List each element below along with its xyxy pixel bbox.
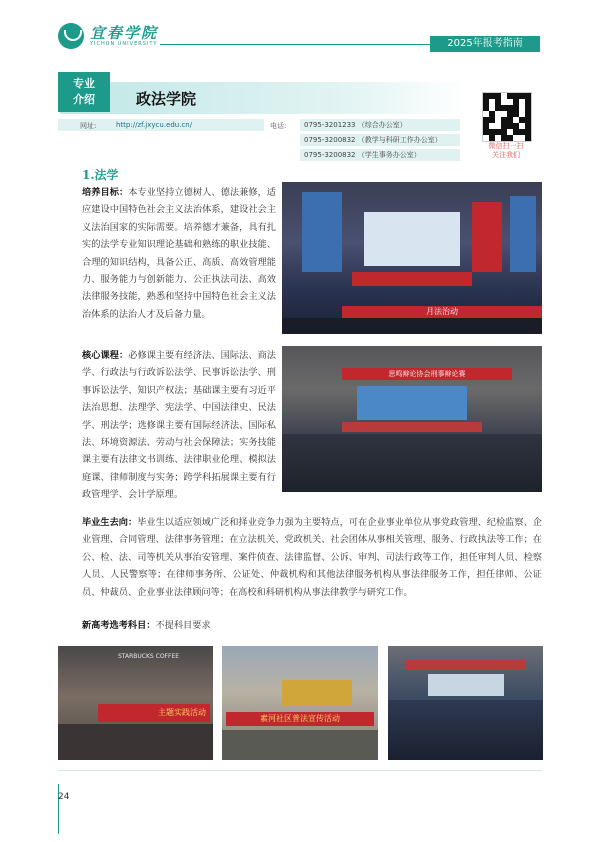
subject-requirement — [82, 617, 382, 634]
career-label: 毕业生去向： — [82, 517, 138, 528]
logo-en-text: YICHUN UNIVERSITY — [90, 41, 158, 47]
major-intro-tag — [58, 72, 110, 112]
section-heading: 1.法学 — [82, 168, 119, 182]
guide-badge: 2025年报考指南 — [430, 36, 540, 52]
photo3-banner: 主题实践活动 — [98, 704, 210, 722]
photo-conference-hall — [388, 646, 543, 760]
photo-debate-competition — [282, 346, 542, 492]
qr-module — [525, 135, 531, 141]
photo-law-event-stage — [282, 182, 542, 334]
core-courses-text: 必修课主要有经济法、国际法、商法学、行政法与行政诉讼法学、民事诉讼法学、刑事诉讼法学、知识产权法；基础课主要有习近平法治思想、法理学、宪法学、中国法律史、民法学、刑法学；选修课主要有国际经济法、国际私法、环境资源法、劳动与社会保障法；实务技能课主要有法律文书训练、法律职业伦理、模拟法庭课、律师制度与实务；跨学科拓展课主要有行政管理学、会计学原理。 — [82, 350, 276, 501]
tel-office-teaching: 0795-3200832 （教学与科研工作办公室） — [300, 134, 460, 146]
logo-cn-text: 宜春学院 — [90, 24, 159, 42]
logo-emblem-icon — [58, 23, 84, 49]
photo1-banner: 月法治动 — [342, 306, 542, 318]
photo4-banner: 素河社区普法宣传活动 — [226, 712, 374, 726]
photo3-sign: STARBUCKS COFFEE — [118, 653, 180, 660]
tel-office-student: 0795-3200832 （学生事务办公室） — [300, 149, 460, 161]
photo-street-activity — [58, 646, 213, 760]
website-link[interactable]: http://zf.jxycu.edu.cn/ — [116, 121, 193, 129]
footer-divider — [58, 770, 542, 771]
training-goal-label: 培养目标： — [82, 187, 129, 198]
title-banner — [60, 82, 468, 114]
subject-text: 不提科目要求 — [155, 620, 211, 631]
header-divider — [160, 44, 430, 45]
training-goal-text: 本专业坚持立德树人、德法兼修，适应建设中国特色社会主义法治体系，建设社会主义法治国家的实际需要。培养德才兼备，具有扎实的法学专业知识理论基础和熟练的职业技能、合理的知识结构，具备公正、高质、高效管理能力、服务能力与创新能力、公正执法司法、高效法律服务技能，熟悉和坚持中国特色社会主义法治体系的法治人才及后备力量。 — [82, 187, 276, 320]
photo2-banner: 思鸣辩论协会刑事辩论赛 — [342, 368, 512, 380]
photo-community-outreach — [222, 646, 378, 760]
page-number: 24 — [58, 792, 70, 802]
subject-label: 新高考选考科目： — [82, 620, 156, 631]
training-goal-paragraph — [82, 184, 276, 323]
url-label: 网址: — [80, 122, 97, 130]
tag-line-2: 介绍 — [73, 93, 95, 106]
career-paragraph — [82, 514, 542, 601]
university-logo — [58, 20, 158, 52]
core-courses-label: 核心课程： — [82, 350, 129, 361]
wechat-qr-code[interactable] — [482, 92, 532, 142]
career-text: 毕业生以适应领域广泛和择业竞争力强为主要特点，可在企业事业单位从事党政管理、纪检监察、企业管理、合同管理、法律事务管理；在立法机关、党政机关、社会团体从事相关管理、服务、行政执法等工作；在公、检、法、司等机关从事治安管理、案件侦查、法律监督、公诉、审判、司法行政等工作，担任审判人员、检察人员、人民警察等；在律师事务所、公证处、仲裁机构和其他法律服务机构从事法律服务工作，担任律师、公证员、仲裁员、企业事业法律顾问等；在高校和科研机构从事法律教学与研究工作。 — [82, 517, 542, 598]
tel-label: 电话: — [270, 122, 287, 130]
school-title: 政法学院 — [136, 90, 197, 108]
core-courses-paragraph — [82, 347, 276, 504]
tag-line-1: 专业 — [73, 77, 95, 90]
qr-caption: 微信扫一扫 关注我们 — [488, 142, 524, 159]
tel-office-general: 0795-3201233 （综合办公室） — [300, 119, 460, 131]
